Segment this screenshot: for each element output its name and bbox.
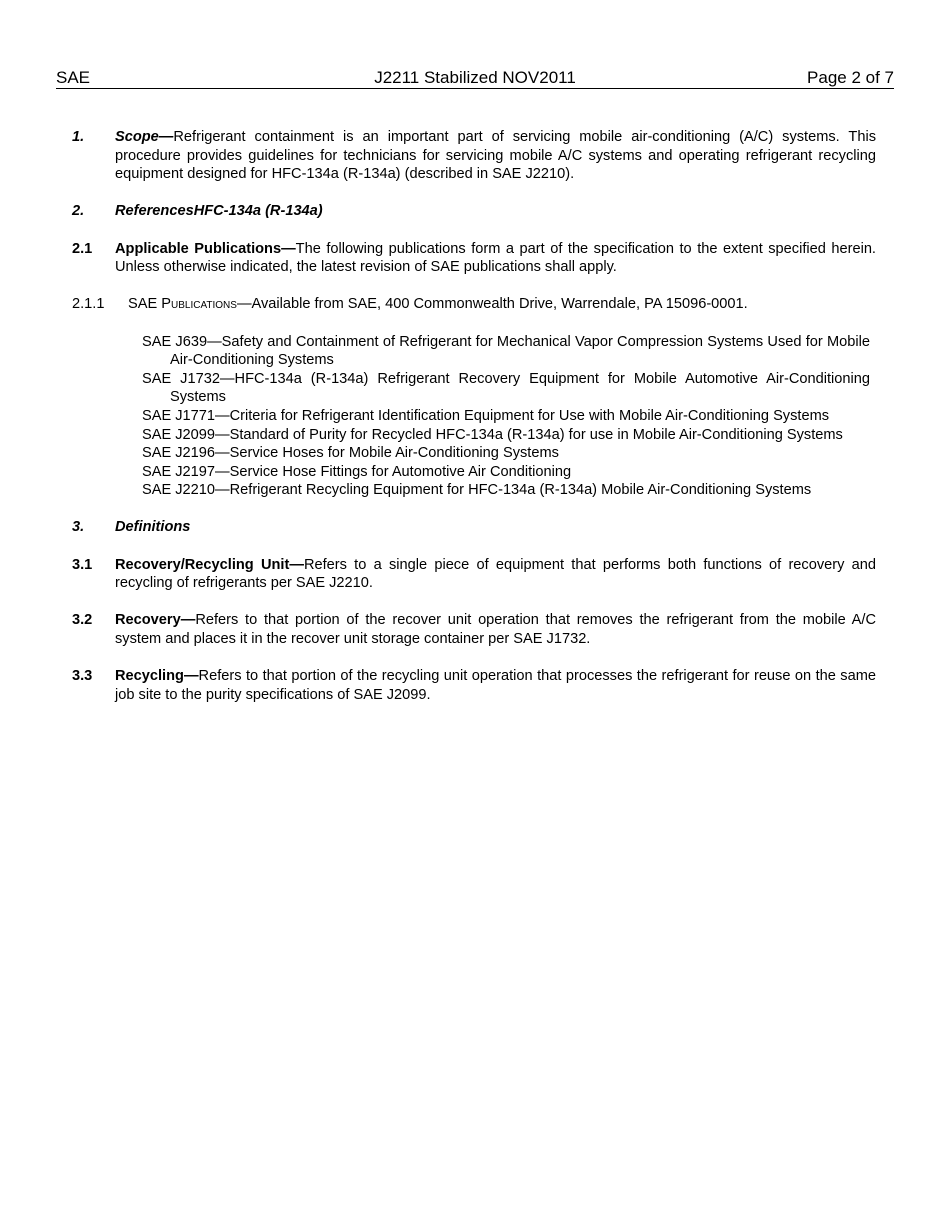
header-page-number: Page 2 of 7 — [807, 68, 894, 87]
section-text — [115, 240, 876, 277]
section-title: Applicable Publications— — [115, 240, 296, 257]
section-text — [115, 128, 876, 184]
section-2-1-applicable-publications — [72, 240, 876, 277]
section-3-3-recycling — [72, 667, 876, 704]
section-text — [128, 295, 876, 314]
section-body: Refers to a single piece of equipment that performs both functions of recovery and recycling of refrigerants per SAE J2210. — [115, 556, 876, 592]
reference-item: SAE J639—Safety and Containment of Refrigerant for Mechanical Vapor Compression Systems Used for Mobile Air-Conditioning Systems — [142, 333, 870, 369]
section-text — [115, 667, 876, 704]
reference-item: SAE J2197—Service Hose Fittings for Automotive Air Conditioning — [142, 463, 572, 480]
section-2-references — [72, 202, 876, 221]
reference-item: SAE J1771—Criteria for Refrigerant Identification Equipment for Use with Mobile Air-Conditioning Systems — [142, 407, 830, 424]
section-number: 2. — [72, 203, 85, 220]
section-title: ReferencesHFC-134a (R-134a) — [115, 203, 323, 220]
section-number: 3. — [72, 519, 85, 536]
page-header — [56, 68, 894, 89]
section-title: Recovery/Recycling Unit— — [115, 556, 304, 573]
section-title: Recycling— — [115, 668, 199, 685]
header-org: SAE — [56, 68, 91, 87]
section-number: 3.3 — [72, 668, 93, 685]
reference-item: SAE J2099—Standard of Purity for Recycled HFC-134a (R-134a) for use in Mobile Air-Conditioning Systems — [142, 426, 843, 443]
section-text — [115, 556, 876, 593]
document-body — [72, 128, 876, 723]
reference-item: SAE J2210—Refrigerant Recycling Equipment for HFC-134a (R-134a) Mobile Air-Conditioning Systems — [142, 482, 812, 499]
section-body: Refers to that portion of the recycling unit operation that processes the refrigerant for reuse on the same job site to the purity specifications of SAE J2099. — [115, 668, 876, 703]
reference-item: SAE J2196—Service Hoses for Mobile Air-Conditioning Systems — [142, 445, 559, 462]
section-title: Definitions — [115, 519, 191, 536]
reference-list — [142, 333, 870, 500]
section-3-2-recovery — [72, 611, 876, 648]
section-3-definitions — [72, 518, 876, 537]
section-title: Recovery— — [115, 612, 196, 629]
section-body: —Available from SAE, 400 Commonwealth Drive, Warrendale, PA 15096-0001. — [236, 296, 748, 313]
section-number: 2.1 — [72, 240, 93, 257]
section-number: 2.1.1 — [72, 296, 105, 313]
section-number: 3.2 — [72, 612, 93, 629]
section-body: Refers to that portion of the recover unit operation that removes the refrigerant from the mobile A/C system and places it in the recover unit storage container per SAE J1732. — [115, 612, 876, 648]
section-number: 1. — [72, 129, 85, 145]
header-doc-id: J2211 Stabilized NOV2011 — [374, 68, 576, 87]
section-2-1-1-sae-publications — [72, 295, 876, 314]
section-number: 3.1 — [72, 556, 93, 573]
section-1-scope — [72, 128, 876, 184]
reference-item: SAE J1732—HFC-134a (R-134a) Refrigerant Recovery Equipment for Mobile Automotive Air-Conditioning Systems — [142, 370, 870, 406]
section-3-1-recovery-recycling-unit — [72, 556, 876, 593]
section-text — [115, 611, 876, 648]
section-title: SAE Publications — [128, 296, 237, 313]
section-title: Scope— — [115, 129, 174, 145]
section-body: The following publications form a part of the specification to the extent specified herein. Unless otherwise indicated, the latest revision of SAE publications shall apply. — [115, 240, 876, 276]
section-body: Refrigerant containment is an important part of servicing mobile air-conditioning (A/C) systems. This procedure provides guidelines for technicians for servicing mobile A/C systems and operating refrigerant recycling equipment designed for HFC-134a (R-134a) (described in SAE J2210). — [115, 129, 876, 183]
